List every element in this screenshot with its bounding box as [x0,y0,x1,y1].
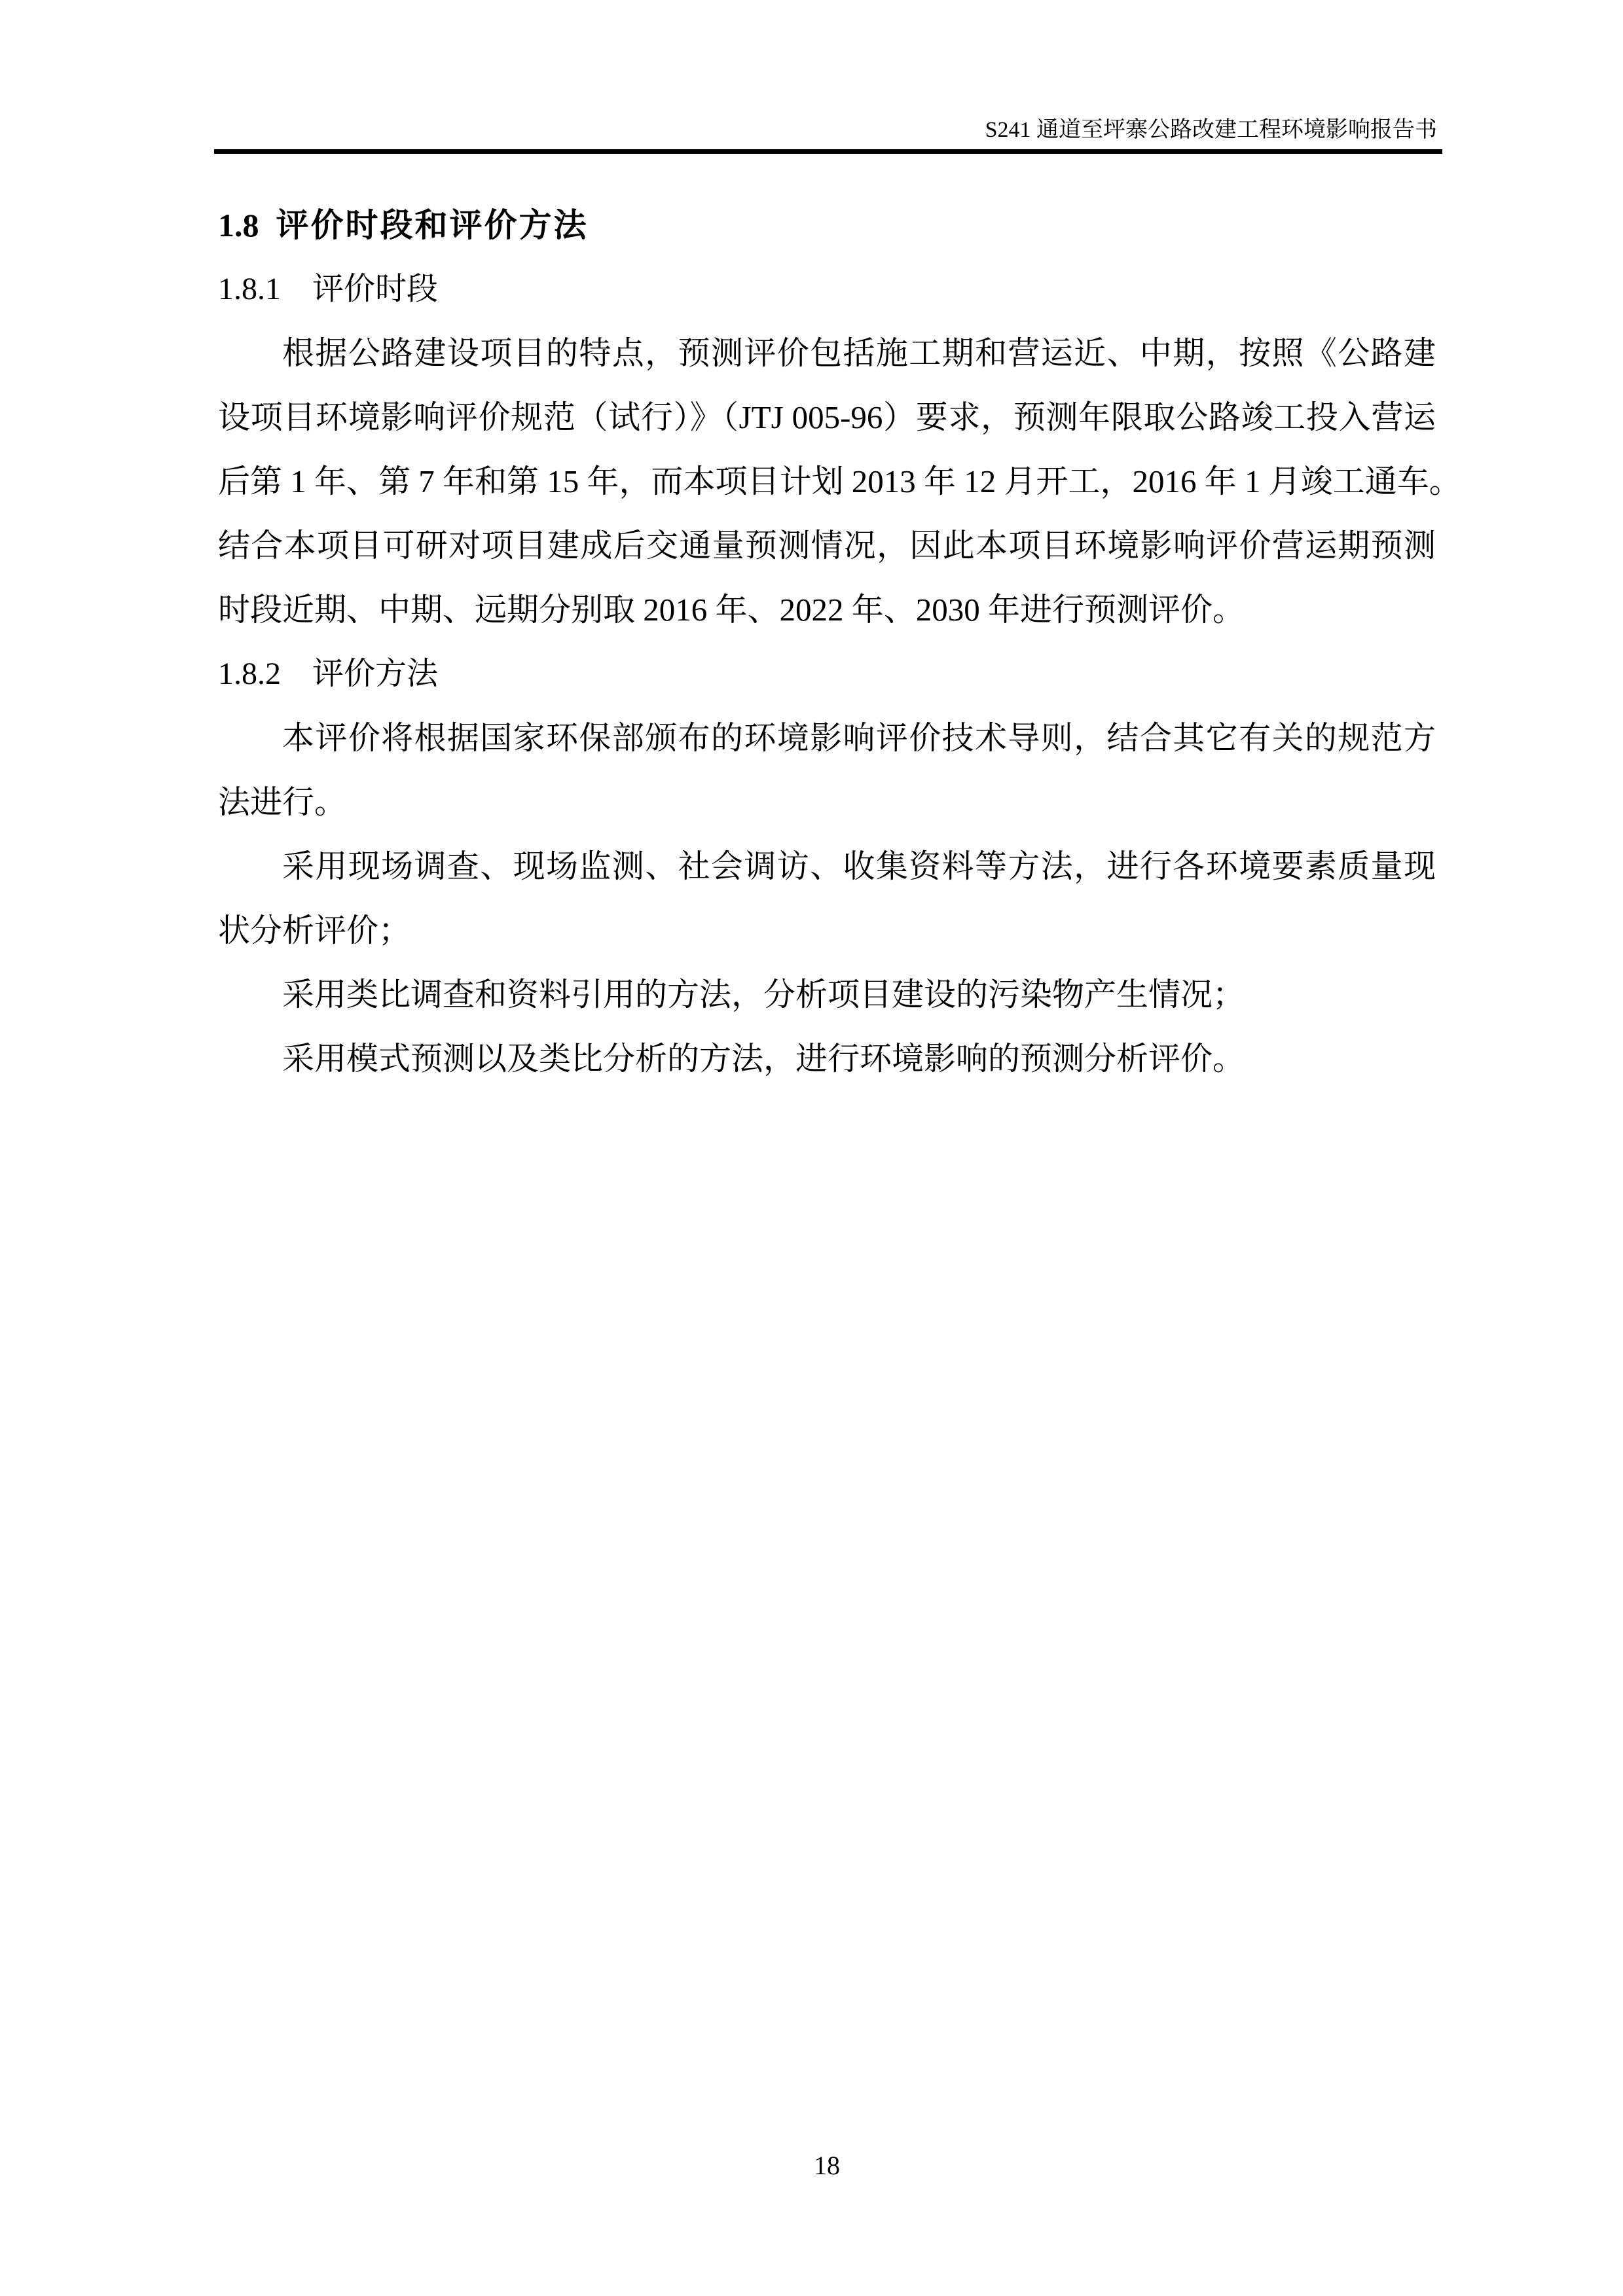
paragraph-line: 根据公路建设项目的特点，预测评价包括施工期和营运近、中期，按照《公路建 [282,335,1436,371]
paragraph-line: 结合本项目可研对项目建成后交通量预测情况，因此本项目环境影响评价营运期预测 [218,528,1436,564]
page-number: 18 [814,2151,840,2180]
subsection-title: 评价方法 [312,656,439,691]
paragraph-line: 本评价将根据国家环保部颁布的环境影响评价技术导则，结合其它有关的规范方 [282,720,1436,756]
paragraph-line: 状分析评价； [218,912,411,948]
subsection-number: 1.8.2 [218,656,281,691]
subsection-title: 评价时段 [312,272,439,306]
header-rule [214,149,1442,154]
subsection-number: 1.8.1 [218,272,281,306]
document-body [218,193,1461,1091]
running-header [218,115,1437,145]
header-doc-title: S241 通道至坪寨公路改建工程环境影响报告书 [985,118,1437,142]
subsection-heading-1-8-2 [218,642,1436,706]
paragraph-line: 采用类比调查和资料引用的方法，分析项目建设的污染物产生情况； [282,977,1245,1013]
section-heading-1-8 [218,193,1436,257]
section-number: 1.8 [218,207,259,243]
paragraph-line: 时段近期、中期、远期分别取 2016 年、2022 年、2030 年进行预测评价。 [218,592,1245,628]
section-title: 评价时段和评价方法 [276,207,589,243]
paragraph-line: 采用模式预测以及类比分析的方法，进行环境影响的预测分析评价。 [282,1041,1245,1077]
subsection-heading-1-8-1 [218,257,1436,321]
paragraph-line: 采用现场调查、现场监测、社会调访、收集资料等方法，进行各环境要素质量现 [282,848,1436,884]
paragraph-line: 设项目环境影响评价规范（试行）》（JTJ 005-96）要求，预测年限取公路竣工投入营运 [218,399,1436,435]
paragraph-line: 后第 1 年、第 7 年和第 15 年，而本项目计划 2013 年 12 月开工，2016 年 1 月竣工通车。 [218,463,1461,499]
paragraph-line: 法进行。 [218,784,347,820]
